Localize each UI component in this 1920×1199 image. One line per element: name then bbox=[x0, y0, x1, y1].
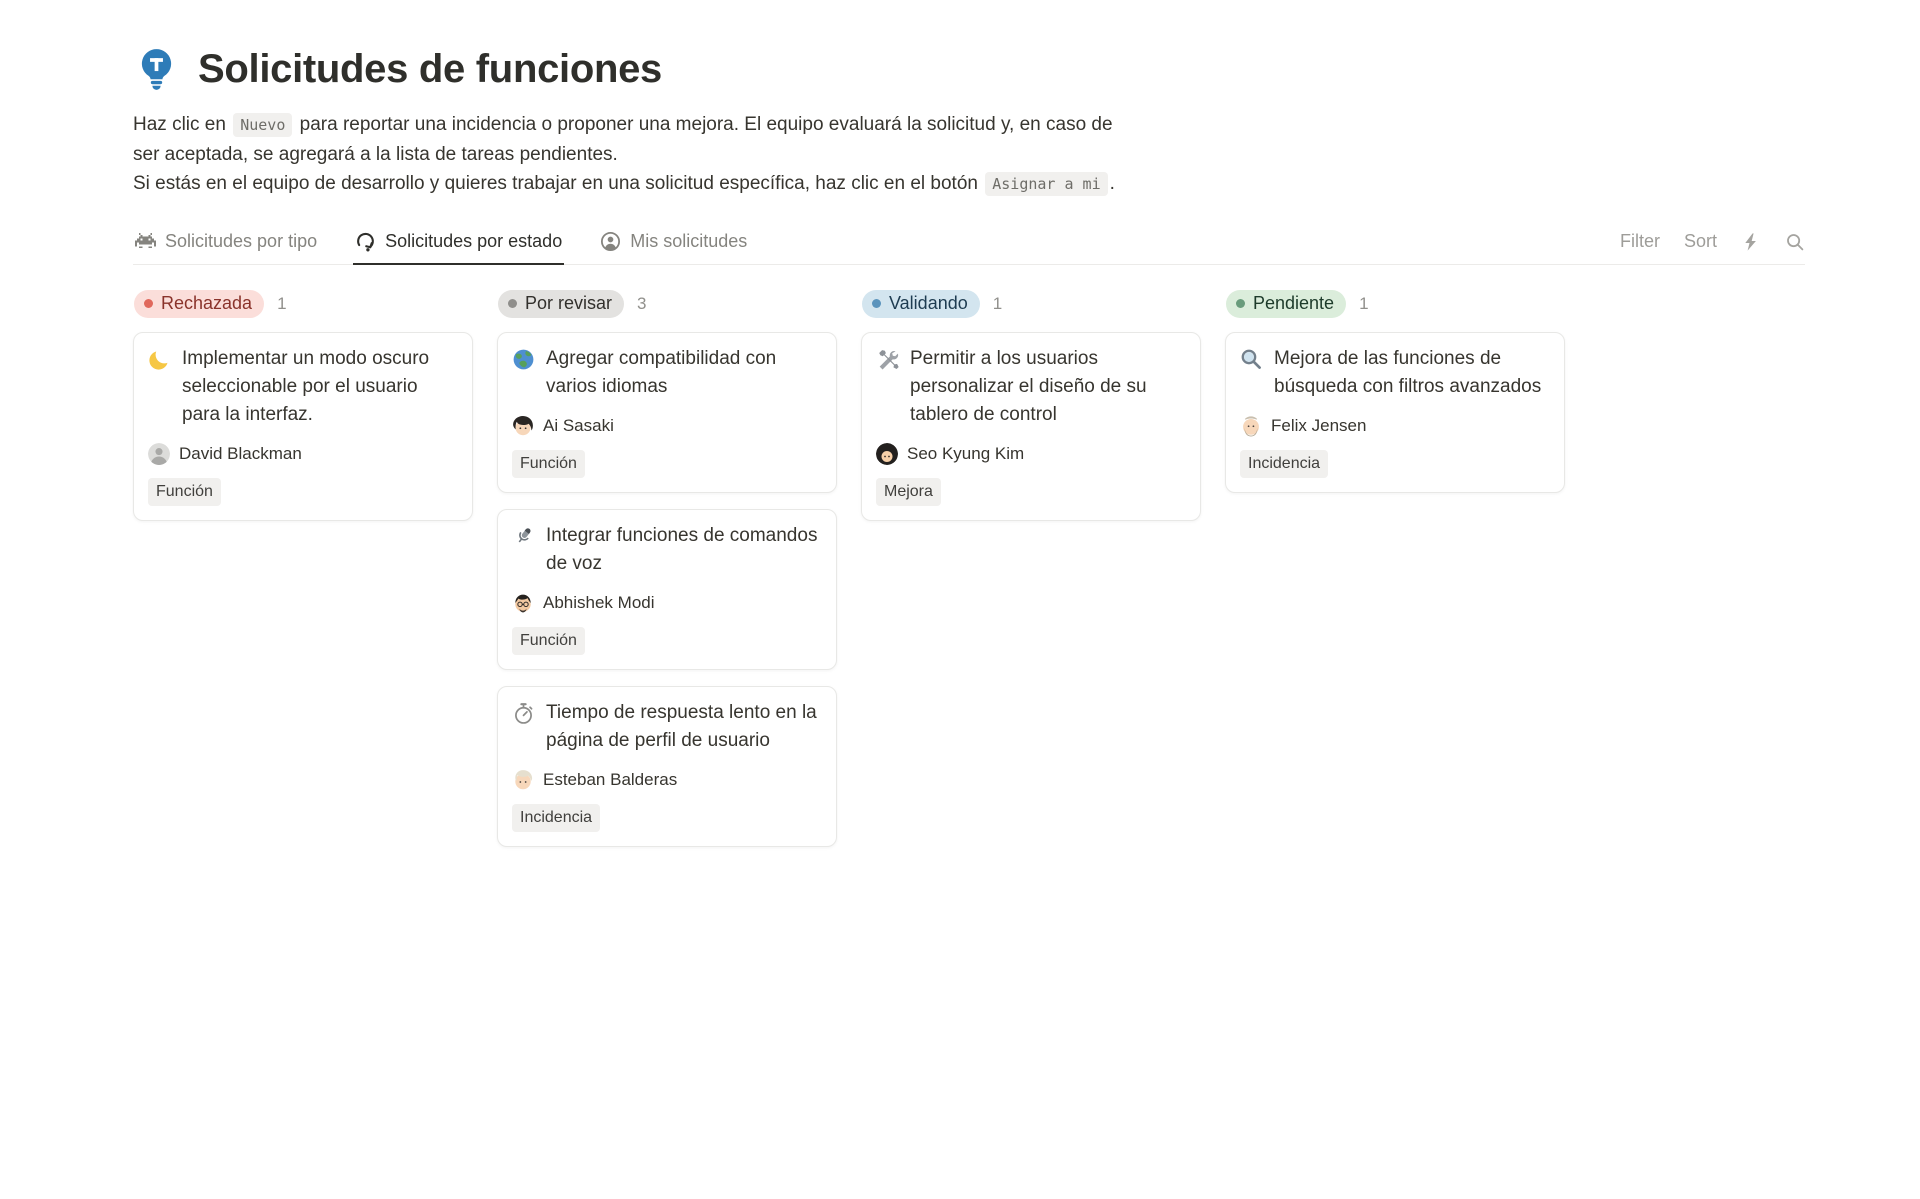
stopwatch-icon bbox=[512, 702, 535, 725]
filter-button[interactable]: Filter bbox=[1619, 231, 1660, 251]
column-pendiente bbox=[1225, 290, 1565, 493]
card-tags-row bbox=[512, 627, 822, 655]
card-tags-row bbox=[876, 478, 1186, 506]
assignee-name: Ai Sasaki bbox=[543, 416, 614, 435]
column-rechazada bbox=[133, 290, 473, 521]
card-title: Tiempo de respuesta lento en la página de perfil de usuario bbox=[546, 702, 817, 751]
assignee-name: Esteban Balderas bbox=[543, 770, 678, 789]
card-title: Implementar un modo oscuro seleccionable por el usuario para la interfaz. bbox=[182, 348, 430, 425]
magnifier-icon bbox=[1240, 348, 1263, 371]
page-title: Solicitudes de funciones bbox=[198, 47, 662, 91]
tab-solicitudes-por-tipo[interactable] bbox=[133, 223, 319, 265]
tab-label: Solicitudes por estado bbox=[385, 231, 563, 251]
status-label: Pendiente bbox=[1253, 293, 1335, 313]
status-pill-por-revisar[interactable] bbox=[498, 290, 624, 318]
tag-funcion: Función bbox=[512, 627, 585, 655]
lightbulb-icon[interactable] bbox=[133, 46, 180, 93]
description-line-3 bbox=[133, 169, 1805, 199]
sort-button[interactable]: Sort bbox=[1683, 231, 1717, 251]
ai-sasaki-avatar bbox=[512, 415, 534, 437]
globe-icon bbox=[512, 348, 535, 371]
card-title-row bbox=[512, 345, 822, 401]
column-count: 1 bbox=[277, 294, 287, 313]
search-icon[interactable] bbox=[1785, 232, 1805, 252]
card-assignee-row bbox=[512, 415, 822, 437]
desc-text: para reportar una incidencia o proponer una mejora. El equipo evaluará la solicitud y, en caso de bbox=[299, 114, 1113, 135]
column-count: 1 bbox=[1359, 294, 1369, 313]
column-count: 1 bbox=[992, 294, 1003, 313]
card-title: Integrar funciones de comandos de voz bbox=[546, 525, 818, 574]
status-dot bbox=[1236, 299, 1245, 308]
column-por-revisar bbox=[497, 290, 837, 847]
column-header bbox=[497, 290, 837, 318]
status-label: Por revisar bbox=[525, 293, 613, 313]
tag-incidencia: Incidencia bbox=[512, 804, 600, 832]
person-circle-icon bbox=[600, 231, 621, 252]
abhishek-modi-avatar bbox=[512, 592, 534, 614]
view-tabbar bbox=[133, 223, 1805, 265]
tag-funcion: Función bbox=[148, 478, 221, 506]
lightning-icon[interactable] bbox=[1741, 232, 1761, 252]
column-header bbox=[1225, 290, 1565, 318]
kanban-board bbox=[133, 290, 1805, 847]
david-blackman-avatar bbox=[148, 443, 170, 465]
column-header bbox=[861, 290, 1201, 318]
tag-incidencia: Incidencia bbox=[1240, 450, 1328, 478]
nuevo-code-chip: Nuevo bbox=[233, 113, 292, 137]
card-assignee-row bbox=[512, 592, 822, 614]
card-varios-idiomas[interactable] bbox=[497, 332, 837, 493]
view-controls bbox=[1620, 231, 1805, 264]
column-header bbox=[133, 290, 473, 318]
status-pill-validando[interactable] bbox=[862, 290, 980, 318]
card-tags-row bbox=[512, 450, 822, 478]
desc-text: . bbox=[1109, 173, 1115, 194]
card-list bbox=[133, 332, 473, 521]
card-title: Permitir a los usuarios personalizar el diseño de su tablero de control bbox=[910, 348, 1147, 425]
asignar-a-mi-code-chip: Asignar a mi bbox=[985, 172, 1107, 196]
status-loop-icon bbox=[355, 231, 376, 252]
status-label: Validando bbox=[889, 293, 968, 313]
card-modo-oscuro[interactable] bbox=[133, 332, 473, 521]
card-list bbox=[497, 332, 837, 847]
desc-text: ser aceptada, se agregará a la lista de tareas pendientes. bbox=[133, 144, 618, 165]
assignee-name: Felix Jensen bbox=[1271, 416, 1367, 435]
card-assignee-row bbox=[512, 769, 822, 791]
page-description bbox=[133, 110, 1805, 199]
tab-solicitudes-por-estado[interactable] bbox=[353, 223, 564, 265]
status-pill-pendiente[interactable] bbox=[1226, 290, 1346, 318]
hammer-wrench-icon bbox=[876, 348, 899, 371]
card-title: Agregar compatibilidad con varios idiomas bbox=[546, 348, 777, 397]
card-title-row bbox=[512, 699, 822, 755]
assignee-name: David Blackman bbox=[179, 444, 302, 463]
crescent-moon-icon bbox=[148, 348, 171, 371]
card-comandos-de-voz[interactable] bbox=[497, 509, 837, 670]
status-dot bbox=[872, 299, 881, 308]
card-title: Mejora de las funciones de búsqueda con filtros avanzados bbox=[1274, 348, 1542, 397]
card-assignee-row bbox=[148, 443, 458, 465]
card-title-row bbox=[148, 345, 458, 429]
assignee-name: Abhishek Modi bbox=[543, 593, 655, 612]
tag-mejora: Mejora bbox=[876, 478, 941, 506]
felix-jensen-avatar bbox=[1240, 415, 1262, 437]
space-invader-icon bbox=[135, 231, 156, 252]
card-list bbox=[1225, 332, 1565, 493]
column-count: 3 bbox=[637, 294, 647, 313]
tab-label: Mis solicitudes bbox=[630, 231, 748, 251]
column-validando bbox=[861, 290, 1201, 521]
desc-text: Haz clic en bbox=[133, 114, 226, 135]
card-personalizar-tablero[interactable] bbox=[861, 332, 1201, 521]
microphone-icon bbox=[512, 525, 535, 548]
card-tags-row bbox=[512, 804, 822, 832]
view-tabs bbox=[133, 223, 749, 264]
card-tiempo-respuesta[interactable] bbox=[497, 686, 837, 847]
page-header bbox=[133, 46, 1805, 93]
status-pill-rechazada[interactable] bbox=[134, 290, 264, 318]
card-assignee-row bbox=[1240, 415, 1550, 437]
esteban-balderas-avatar bbox=[512, 769, 534, 791]
card-title-row bbox=[1240, 345, 1550, 401]
card-assignee-row bbox=[876, 443, 1186, 465]
card-list bbox=[861, 332, 1201, 521]
assignee-name: Seo Kyung Kim bbox=[907, 444, 1025, 463]
card-title-row bbox=[512, 522, 822, 578]
card-title-row bbox=[876, 345, 1186, 429]
description-line-2 bbox=[133, 140, 1805, 169]
tab-label: Solicitudes por tipo bbox=[165, 231, 318, 251]
seo-kyung-kim-avatar bbox=[876, 443, 898, 465]
desc-text: Si estás en el equipo de desarrollo y quieres trabajar en una solicitud específica, haz clic en el botón bbox=[133, 173, 978, 194]
tab-mis-solicitudes[interactable] bbox=[598, 223, 749, 265]
card-filtros-avanzados[interactable] bbox=[1225, 332, 1565, 493]
status-label: Rechazada bbox=[161, 293, 253, 313]
tag-funcion: Función bbox=[512, 450, 585, 478]
description-line-1 bbox=[133, 110, 1805, 140]
status-dot bbox=[508, 299, 517, 308]
card-tags-row bbox=[148, 478, 458, 506]
card-tags-row bbox=[1240, 450, 1550, 478]
status-dot bbox=[144, 299, 153, 308]
